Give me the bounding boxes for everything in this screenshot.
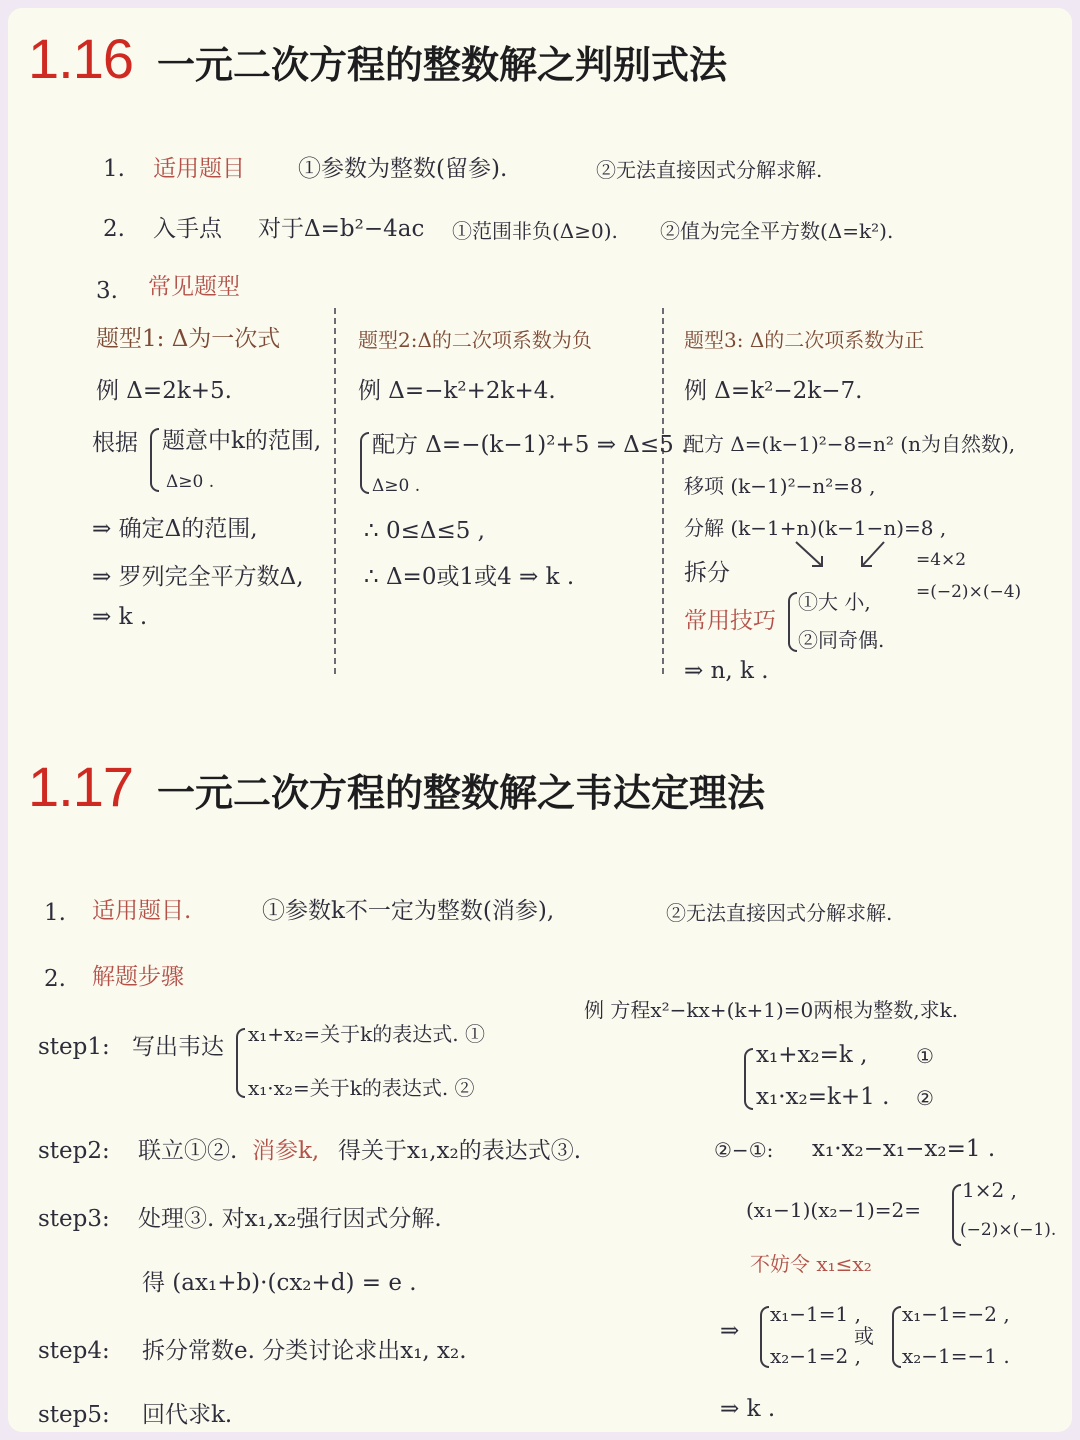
item-condition: ①参数为整数(留参). xyxy=(298,156,508,182)
item-label: 适用题目. xyxy=(92,898,192,924)
implies-arrow: ⇒ xyxy=(720,1318,740,1344)
brace xyxy=(760,1306,769,1368)
brace xyxy=(744,1048,753,1110)
type-basis: 根据 xyxy=(92,430,138,456)
brace xyxy=(892,1306,901,1368)
case-equation: x₁−1=1 , xyxy=(770,1302,861,1326)
example-step: ②−①: xyxy=(714,1138,774,1162)
case-equation: x₂−1=2 , xyxy=(770,1344,861,1368)
case-or: 或 xyxy=(854,1324,874,1348)
type-condition: Δ≥0 . xyxy=(166,472,215,492)
section-number: 1.17 xyxy=(28,755,133,818)
column-divider xyxy=(662,308,664,674)
step-label: step1: xyxy=(38,1034,110,1060)
type-step: 拆分 xyxy=(684,560,730,586)
brace xyxy=(150,428,159,492)
type-step: ⇒ 罗列完全平方数Δ, xyxy=(92,564,304,590)
type-result: ⇒ n, k . xyxy=(684,658,769,684)
item-condition: ①范围非负(Δ≥0). xyxy=(452,219,618,243)
arrows-icon xyxy=(788,536,908,576)
brace xyxy=(360,432,369,494)
item-label: 解题步骤 xyxy=(92,964,184,990)
type-step: ∴ Δ=0或1或4 ⇒ k . xyxy=(364,564,575,590)
step-highlight: 消参k, xyxy=(252,1138,320,1164)
example-assumption: 不妨令 x₁≤x₂ xyxy=(750,1252,872,1276)
type-step: ⇒ k . xyxy=(92,604,148,630)
type-step: 移项 (k−1)²−n²=8 , xyxy=(684,474,876,498)
item-condition: ②无法直接因式分解求解. xyxy=(596,158,823,182)
item-label: 适用题目 xyxy=(153,156,245,182)
type-step: 分解 (k−1+n)(k−1−n)=8 , xyxy=(684,516,947,540)
section-heading-1-16 xyxy=(28,26,727,91)
step-text: 拆分常数e. 分类讨论求出x₁, x₂. xyxy=(142,1338,467,1364)
equation-number: ② xyxy=(916,1086,934,1110)
step-text: 写出韦达 xyxy=(132,1034,224,1060)
type-heading: 题型1: Δ为一次式 xyxy=(96,326,281,352)
example-title: 例 方程x²−kx+(k+1)=0两根为整数,求k. xyxy=(584,998,959,1022)
type-step: 配方 Δ=(k−1)²−8=n² (n为自然数), xyxy=(684,432,1016,456)
item-label: 入手点 xyxy=(153,216,222,242)
tips-label: 常用技巧 xyxy=(684,608,776,634)
step-text: 联立①②. xyxy=(138,1138,238,1164)
case-equation: x₁−1=−2 , xyxy=(902,1302,1010,1326)
example-equation: (x₁−1)(x₂−1)=2= xyxy=(746,1198,922,1222)
case-equation: x₂−1=−1 . xyxy=(902,1344,1010,1368)
brace xyxy=(788,592,797,652)
step-text: 回代求k. xyxy=(142,1402,233,1428)
item-number: 1. xyxy=(103,156,125,182)
type-heading: 题型3: Δ的二次项系数为正 xyxy=(684,328,925,352)
type-step: ⇒ 确定Δ的范围, xyxy=(92,516,258,542)
example-equation: x₁+x₂=k , xyxy=(756,1042,868,1068)
factor-option: 1×2 , xyxy=(962,1178,1017,1202)
step-text: 得关于x₁,x₂的表达式③. xyxy=(338,1138,582,1164)
section-title: 一元二次方程的整数解之判别式法 xyxy=(157,43,728,87)
step-label: step3: xyxy=(38,1206,110,1232)
item-number: 2. xyxy=(103,216,125,242)
tip-item: ②同奇偶. xyxy=(798,628,885,652)
step-label: step2: xyxy=(38,1138,110,1164)
type-condition: 题意中k的范围, xyxy=(162,428,322,454)
item-label: 常见题型 xyxy=(148,274,240,300)
type-condition: Δ≥0 . xyxy=(372,476,421,496)
item-number: 1. xyxy=(44,900,66,926)
item-condition: ①参数k不一定为整数(消参), xyxy=(262,898,555,924)
type-heading: 题型2:Δ的二次项系数为负 xyxy=(358,328,592,352)
item-text: 对于Δ=b²−4ac xyxy=(258,216,425,242)
item-number: 2. xyxy=(44,966,66,992)
item-condition: ②值为完全平方数(Δ=k²). xyxy=(660,219,894,243)
step-text: 处理③. 对x₁,x₂强行因式分解. xyxy=(138,1206,442,1232)
column-divider xyxy=(334,308,336,674)
item-number: 3. xyxy=(96,278,118,304)
note-page xyxy=(8,8,1072,1432)
example-equation: x₁·x₂=k+1 . xyxy=(756,1084,890,1110)
factor-option: =(−2)×(−4) xyxy=(916,582,1022,602)
step-formula: x₁·x₂=关于k的表达式. ② xyxy=(248,1076,475,1100)
factor-option: =4×2 xyxy=(916,550,967,570)
type-step: ∴ 0≤Δ≤5 , xyxy=(364,518,485,544)
step-label: step5: xyxy=(38,1402,110,1428)
section-heading-1-17 xyxy=(28,754,765,819)
step-result: 得 (ax₁+b)·(cx₂+d) = e . xyxy=(142,1270,417,1296)
example-equation: x₁·x₂−x₁−x₂=1 . xyxy=(812,1136,996,1162)
step-formula: x₁+x₂=关于k的表达式. ① xyxy=(248,1022,485,1046)
type-example: 例 Δ=2k+5. xyxy=(96,378,232,404)
type-example: 例 Δ=k²−2k−7. xyxy=(684,378,863,404)
tip-item: ①大 小, xyxy=(798,590,871,614)
step-label: step4: xyxy=(38,1338,110,1364)
equation-number: ① xyxy=(916,1044,934,1068)
section-title: 一元二次方程的整数解之韦达定理法 xyxy=(157,771,766,815)
factor-option: (−2)×(−1). xyxy=(960,1220,1057,1240)
item-condition: ②无法直接因式分解求解. xyxy=(666,901,893,925)
brace xyxy=(236,1028,245,1098)
type-example: 例 Δ=−k²+2k+4. xyxy=(358,378,556,404)
section-number: 1.16 xyxy=(28,27,133,90)
example-result: ⇒ k . xyxy=(720,1396,776,1422)
type-condition: 配方 Δ=−(k−1)²+5 ⇒ Δ≤5 . xyxy=(372,432,689,458)
